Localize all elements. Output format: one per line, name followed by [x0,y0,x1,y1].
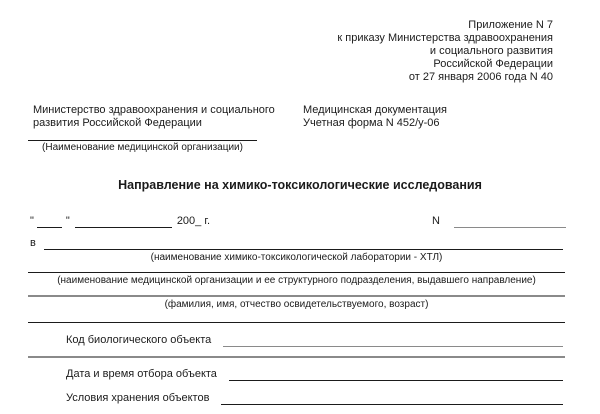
number-label: N [432,215,440,227]
laboratory-blank[interactable] [44,237,563,250]
month-blank[interactable] [75,215,172,228]
laboratory-caption: (наименование химико-токсикологической лаборатории - ХТЛ) [150,252,443,263]
appendix-note [337,19,553,84]
form-title: Направление на химико-токсикологические исследования [118,178,482,192]
appendix-line-2: к приказу Министерства здравоохранения [337,32,553,44]
date-row [30,215,210,228]
org-name-caption: (Наименование медицинской организации) [42,142,243,153]
bio-code-blank[interactable] [223,334,563,347]
storage-blank[interactable] [221,392,563,405]
org-name-blank[interactable] [28,140,257,141]
laboratory-prefix: в [30,237,36,249]
storage-label: Условия хранения объектов [66,392,210,404]
open-quote: " [30,215,34,227]
appendix-line-3: и социального развития [429,45,553,57]
number-row [432,215,566,228]
day-blank[interactable] [37,215,62,228]
close-quote: " [65,215,70,227]
doc-classification-line-2: Учетная форма N 452/у-06 [303,117,440,129]
sampling-row [66,368,563,381]
issuing-org-caption: (наименование медицинской организации и ее структурного подразделения, выдавшего направление) [57,275,536,286]
doc-classification-line-1: Медицинская документация [303,104,447,116]
appendix-line-4: Российской Федерации [433,58,553,70]
appendix-line-1: Приложение N 7 [468,19,553,31]
year-label: 200_ г. [176,215,211,227]
sampling-blank[interactable] [229,368,563,381]
number-blank[interactable] [454,215,566,228]
person-caption: (фамилия, имя, отчество освидетельствуемого, возраст) [164,299,429,310]
section-rule-top [28,322,565,323]
sampling-label: Дата и время отбора объекта [66,368,217,380]
bio-code-label: Код биологического объекта [66,334,212,346]
person-blank[interactable] [28,295,565,297]
issuing-ministry: Министерство здравоохранения и социального развития Российской Федерации [33,104,275,129]
issuing-org-blank[interactable] [28,272,565,273]
storage-row [66,392,563,405]
laboratory-row [30,237,563,250]
appendix-line-5: от 27 января 2006 года N 40 [408,71,553,83]
doc-classification [303,104,447,130]
section-rule-bottom [28,356,565,358]
bio-code-row [66,334,563,347]
